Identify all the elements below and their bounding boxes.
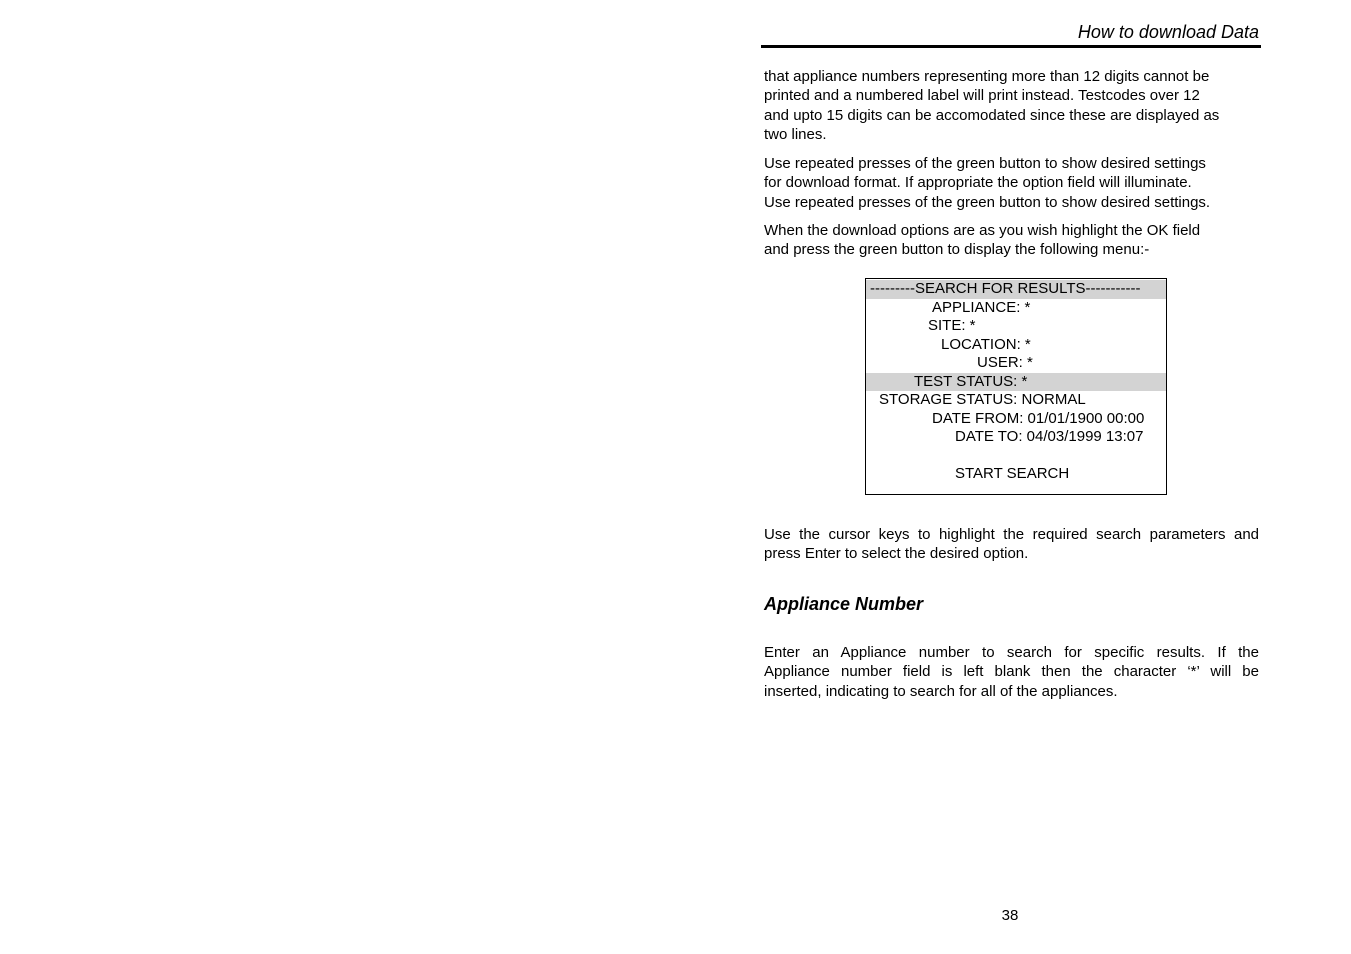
- menu-title-row: [866, 280, 1166, 299]
- menu-item-label: START SEARCH: [955, 465, 1070, 482]
- search-results-menu: [865, 278, 1167, 495]
- menu-item-storage-status[interactable]: [866, 391, 1166, 410]
- menu-item-site[interactable]: [866, 317, 1166, 336]
- paragraph-green-button: [764, 154, 1259, 212]
- menu-item-date-from[interactable]: [866, 410, 1166, 429]
- text-line: that appliance numbers representing more than 12 digits cannot be: [764, 68, 1210, 85]
- section-heading: Appliance Number: [764, 594, 924, 614]
- menu-item-label: DATE TO: 04/03/1999 13:07: [955, 428, 1144, 445]
- menu-item-label: DATE FROM: 01/01/1900 00:00: [932, 409, 1145, 427]
- text-line: press Enter to select the desired option.: [764, 545, 1029, 563]
- header-rule: [761, 45, 1261, 48]
- text-line: When the download options are as you wish highlight the OK field: [764, 222, 1201, 239]
- text-line: and upto 15 digits can be accomodated since these are displayed as: [764, 106, 1220, 124]
- menu-item-location[interactable]: [866, 336, 1166, 355]
- menu-title: ---------SEARCH FOR RESULTS-----------: [870, 280, 1141, 297]
- menu-item-appliance[interactable]: [866, 299, 1166, 318]
- paragraph-cursor-keys: [764, 525, 1259, 564]
- menu-item-label: SITE: *: [928, 317, 976, 334]
- menu-item-label: STORAGE STATUS: NORMAL: [879, 391, 1086, 408]
- menu-item-user[interactable]: [866, 354, 1166, 373]
- menu-item-label: APPLIANCE: *: [932, 298, 1031, 316]
- start-search-button[interactable]: [866, 465, 1166, 484]
- page-number: 38: [1001, 907, 1019, 924]
- paragraph-appliance-number: [764, 643, 1259, 701]
- text-line: printed and a numbered label will print instead. Testcodes over 12: [764, 87, 1200, 105]
- text-line: two lines.: [764, 126, 827, 144]
- text-line: Use repeated presses of the green button to show desired settings: [764, 155, 1206, 172]
- paragraph-label-digits: [764, 67, 1259, 145]
- text-line: Use repeated presses of the green button to show desired settings.: [764, 193, 1211, 211]
- menu-item-date-to[interactable]: [866, 428, 1166, 447]
- menu-item-label: TEST STATUS: *: [914, 372, 1028, 390]
- menu-item-label: USER: *: [977, 354, 1033, 371]
- text-line: Appliance number field is left blank then the character ‘*’ will be: [764, 663, 1259, 681]
- paragraph-download-options: [764, 221, 1259, 260]
- text-line: inserted, indicating to search for all of the appliances.: [764, 682, 1118, 700]
- menu-item-test-status[interactable]: [866, 373, 1166, 392]
- text-line: Enter an Appliance number to search for specific results. If the: [764, 644, 1259, 661]
- text-line: and press the green button to display the following menu:-: [764, 241, 1150, 259]
- menu-item-label: LOCATION: *: [941, 335, 1031, 353]
- text-line: for download format. If appropriate the option field will illuminate.: [764, 174, 1192, 192]
- page-header-title: How to download Data: [1077, 22, 1259, 42]
- text-line: Use the cursor keys to highlight the required search parameters and: [764, 526, 1259, 543]
